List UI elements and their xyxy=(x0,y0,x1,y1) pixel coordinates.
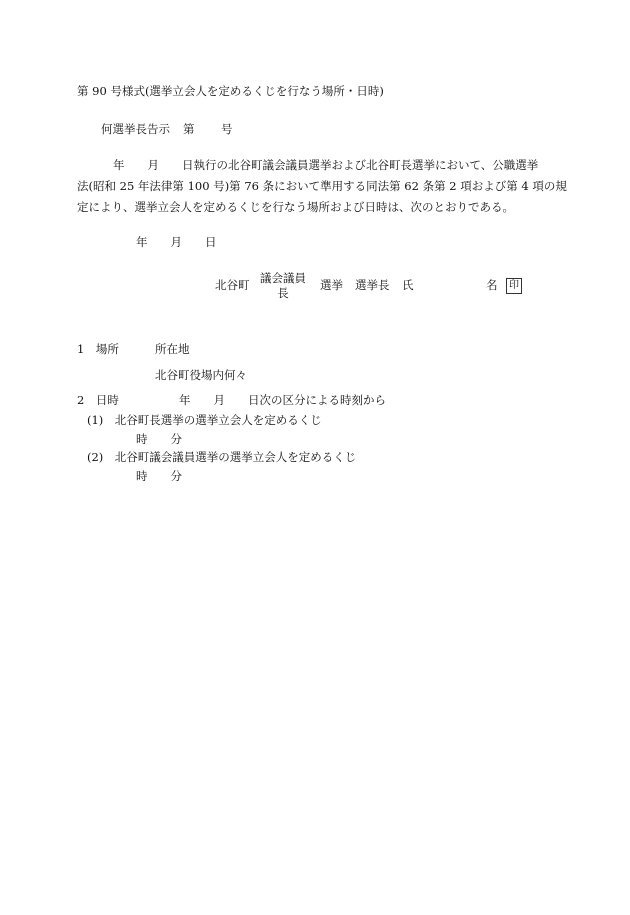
item-2-sub-1-time: 時 分 xyxy=(136,432,182,446)
body-line-1: 年 月 日執行の北谷町議会議員選挙および北谷町長選挙において、公職選挙 xyxy=(113,158,539,172)
signature-mayor: 長 xyxy=(277,286,289,300)
notice-date: 年 月 日 xyxy=(136,235,217,249)
notice-issuer: 何選挙長告示 xyxy=(101,122,170,136)
item-2-sub-1: (1) 北谷町長選挙の選挙立会人を定めるくじ xyxy=(87,413,322,427)
signature-election: 選挙 xyxy=(320,278,343,292)
item-2-sub-2: (2) 北谷町議会議員選挙の選挙立会人を定めるくじ xyxy=(87,450,357,464)
signature-name-suffix: 名 xyxy=(486,278,498,292)
signature-office-stack xyxy=(258,271,308,301)
signature-name-prefix: 氏 xyxy=(402,278,414,292)
item-1-place: 北谷町役場内何々 xyxy=(155,368,247,382)
item-1-location-label: 所在地 xyxy=(155,342,190,356)
item-2-sub-2-time: 時 分 xyxy=(136,469,182,483)
item-2-label: 2 日時 xyxy=(77,393,119,407)
notice-number-go: 号 xyxy=(221,122,233,136)
signature-council: 議会議員 xyxy=(260,271,306,285)
signature-town: 北谷町 xyxy=(215,278,250,292)
body-line-2: 法(昭和 25 年法律第 100 号)第 76 条において準用する同法第 62 条第 2 項および第 4 項の規 xyxy=(77,179,567,193)
notice-number-dai: 第 xyxy=(183,122,195,136)
form-title: 第 90 号様式(選挙立会人を定めるくじを行なう場所・日時) xyxy=(77,84,384,98)
item-1-label: 1 場所 xyxy=(77,342,119,356)
signature-chair: 選挙長 xyxy=(355,278,390,292)
body-line-3: 定により、選挙立会人を定めるくじを行なう場所および日時は、次のとおりである。 xyxy=(77,200,514,214)
item-2-date: 年 月 日次の区分による時刻から xyxy=(179,393,386,407)
seal-mark: 印 xyxy=(506,278,522,294)
